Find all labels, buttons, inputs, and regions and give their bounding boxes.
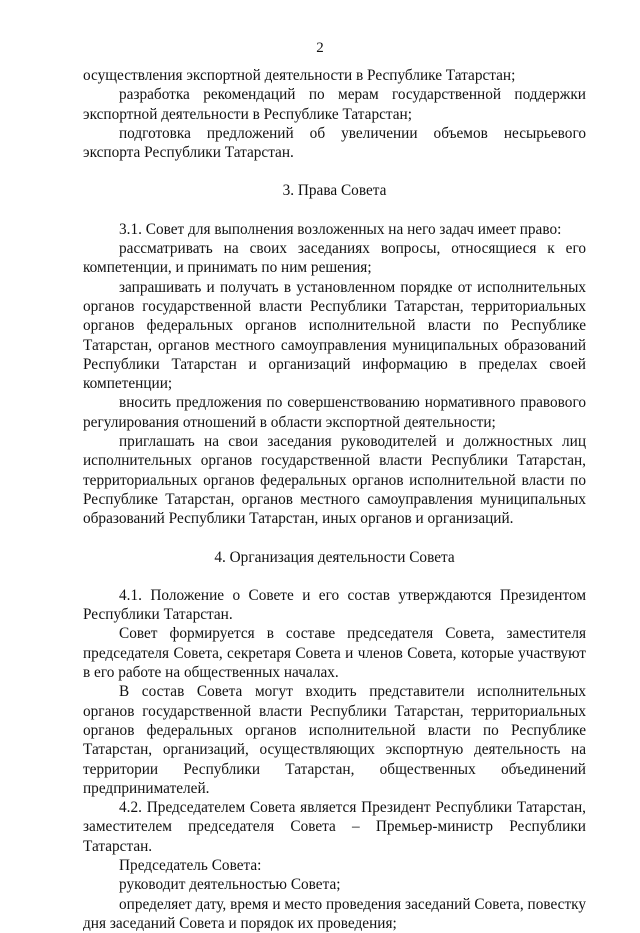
list-item: разработка рекомендаций по мерам государственной поддержки экспортной деятельности в Республике Татарстан;	[83, 86, 586, 123]
paragraph: Совет формируется в составе председателя Совета, заместителя председателя Совета, секретаря Совета и членов Совета, которые участвуют в его работе на общественных началах.	[83, 625, 586, 682]
document-body	[83, 66, 586, 933]
list-item: осуществления экспортной деятельности в Республике Татарстан;	[83, 67, 516, 84]
list-item: запрашивать и получать в установленном порядке от исполнительных органов государственной власти Республики Татарстан, территориальных органов федеральных органов исполнительной власти по Республике Татарстан, органов местного самоуправления муниципальных образований Республики Татарстан и организаций информацию в пределах своей компетенции;	[83, 278, 586, 393]
paragraph: 3.1. Совет для выполнения возложенных на него задач имеет право:	[119, 220, 562, 238]
paragraph: В состав Совета могут входить представители исполнительных органов государственной власти Республики Татарстан, территориальных органов федеральных органов исполнительной власти по Республике Татарстан, организаций, осуществляющих экспортную деятельность на территории Республики Татарстан, общественных объединений предпринимателей.	[83, 683, 586, 797]
page-number: 2	[316, 40, 324, 56]
list-item: приглашать на свои заседания руководителей и должностных лиц исполнительных органов государственной власти Республики Татарстан, территориальных органов федеральных органов исполнительной власти по Республике Татарстан, органов местного самоуправления муниципальных образований Республики Татарстан, иных органов и организаций.	[83, 433, 586, 528]
paragraph: 4.2. Председателем Совета является Президент Республики Татарстан, заместителем председателя Совета – Премьер-министр Республики Татарстан.	[83, 799, 586, 855]
paragraph: 4.1. Положение о Совете и его состав утверждаются Президентом Республики Татарстан.	[83, 586, 586, 624]
section-heading: 4. Организация деятельности Совета	[214, 548, 455, 566]
list-item: подготовка предложений об увеличении объемов несырьевого экспорта Республики Татарстан.	[83, 124, 586, 162]
paragraph: Председатель Совета:	[119, 856, 262, 874]
list-item: определяет дату, время и место проведения заседаний Совета, повестку дня заседаний Совета и порядок их проведения;	[83, 895, 586, 932]
list-item: вносить предложения по совершенствованию нормативного правового регулирования отношений в области экспортной деятельности;	[83, 394, 586, 431]
list-item: рассматривать на своих заседаниях вопросы, относящиеся к его компетенции, и принимать по ним решения;	[83, 240, 586, 277]
list-item: руководит деятельностью Совета;	[119, 876, 341, 894]
section-heading: 3. Права Совета	[282, 182, 387, 200]
